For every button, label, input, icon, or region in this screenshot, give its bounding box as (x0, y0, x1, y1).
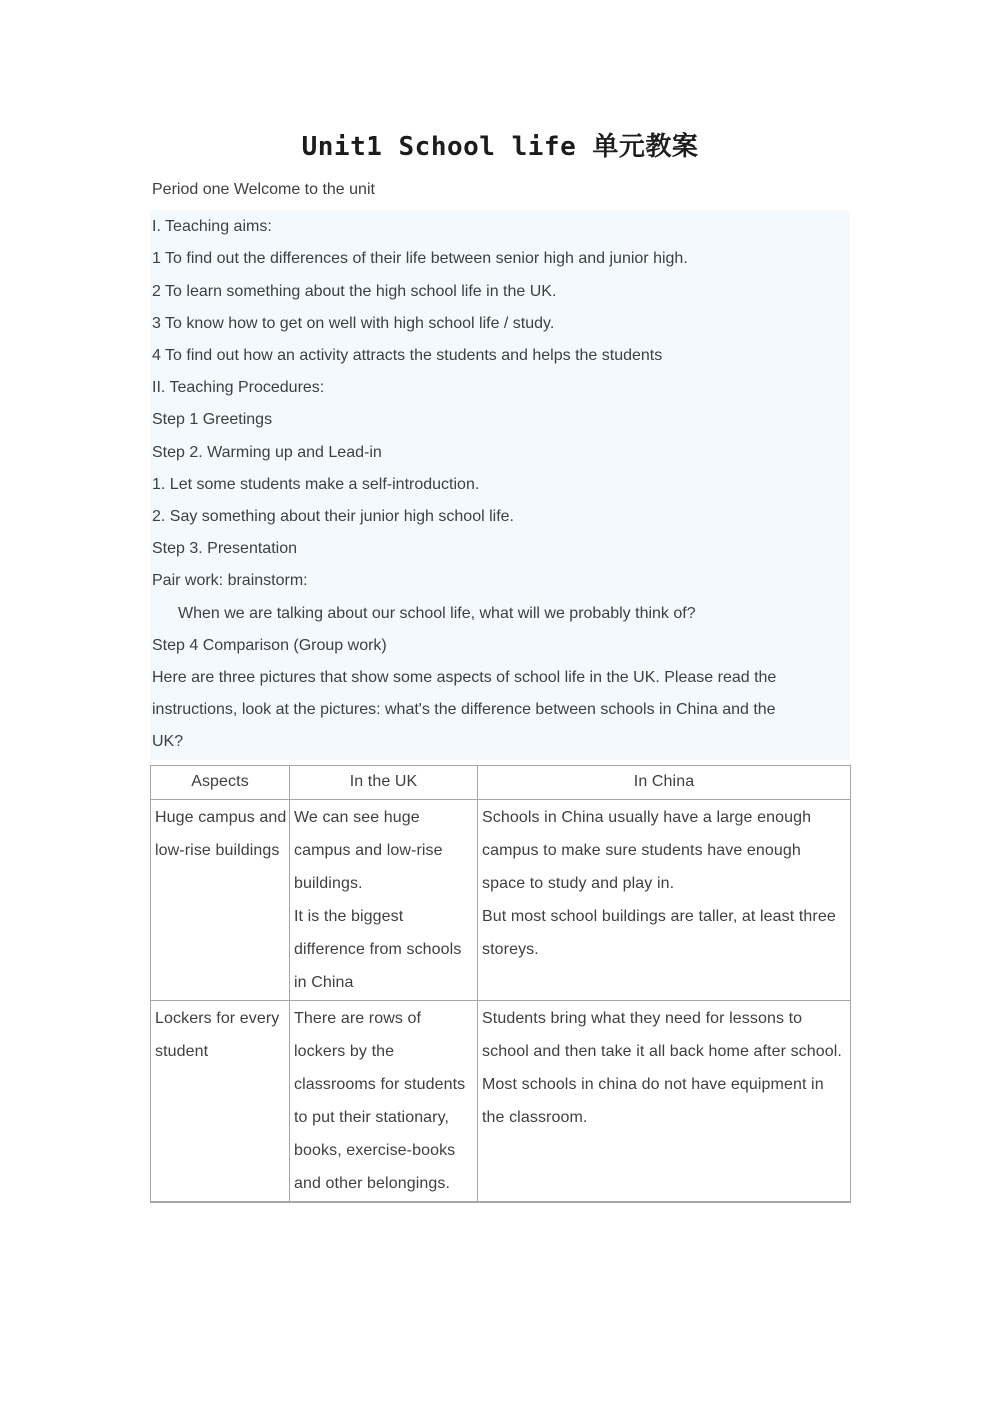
col-header-uk: In the UK (290, 765, 478, 799)
doc-line: Pair work: brainstorm: (152, 572, 308, 590)
china-text: Schools in China usually have a large enough campus to make sure students have enough space to study and play in. (482, 808, 812, 892)
table-row (151, 1000, 851, 1202)
uk-text: There are rows of lockers by the classrooms for students to put their stationary, books, exercise-books and other belongings. (294, 1009, 466, 1192)
china-text: But most school buildings are taller, at least three storeys. (482, 907, 836, 958)
doc-line: Here are three pictures that show some aspects of school life in the UK. Please read the (152, 669, 777, 687)
doc-line: Step 4 Comparison (Group work) (152, 636, 387, 654)
page-title: Unit1 School life 单元教案 (301, 132, 699, 162)
col-header-aspects: Aspects (151, 765, 290, 799)
doc-line: 4 To find out how an activity attracts the students and helps the students (152, 347, 663, 365)
doc-line-indented: When we are talking about our school life, what will we probably think of? (178, 604, 696, 622)
intro-line: Period one Welcome to the unit (152, 181, 375, 198)
doc-line: 2. Say something about their junior high school life. (152, 508, 514, 526)
aspect-cell (151, 1000, 290, 1202)
doc-line: UK? (152, 733, 184, 751)
uk-cell (290, 1000, 478, 1202)
china-cell (478, 799, 851, 1000)
uk-text: We can see huge campus and low-rise buildings. (294, 808, 443, 892)
doc-line: 1. Let some students make a self-introduction. (152, 475, 480, 493)
uk-text: It is the biggest difference from schools in China (294, 907, 462, 991)
table-row (151, 799, 851, 1000)
uk-cell (290, 799, 478, 1000)
doc-line: I. Teaching aims: (152, 218, 272, 236)
aspect-cell (151, 799, 290, 1000)
comparison-table (150, 765, 851, 1203)
teaching-plan-block (150, 210, 850, 759)
china-text: Students bring what they need for lessons to school and then take it all back home after school. Most schools in china do not have equipment in the classroom. (482, 1009, 842, 1126)
aspect-text: Lockers for every student (155, 1009, 280, 1060)
col-header-china: In China (478, 765, 851, 799)
doc-line: Step 2. Warming up and Lead-in (152, 443, 382, 461)
aspect-text: Huge campus and low-rise buildings (155, 808, 287, 859)
table-header-row (151, 765, 851, 799)
doc-line: 1 To find out the differences of their life between senior high and junior high. (152, 250, 688, 268)
doc-line: 2 To learn something about the high school life in the UK. (152, 282, 557, 300)
doc-line: instructions, look at the pictures: what's the difference between schools in China and the (152, 701, 776, 719)
doc-line: Step 1 Greetings (152, 411, 273, 429)
doc-line: II. Teaching Procedures: (152, 379, 325, 397)
doc-line: 3 To know how to get on well with high school life / study. (152, 314, 555, 332)
china-cell (478, 1000, 851, 1202)
doc-line: Step 3. Presentation (152, 540, 297, 558)
